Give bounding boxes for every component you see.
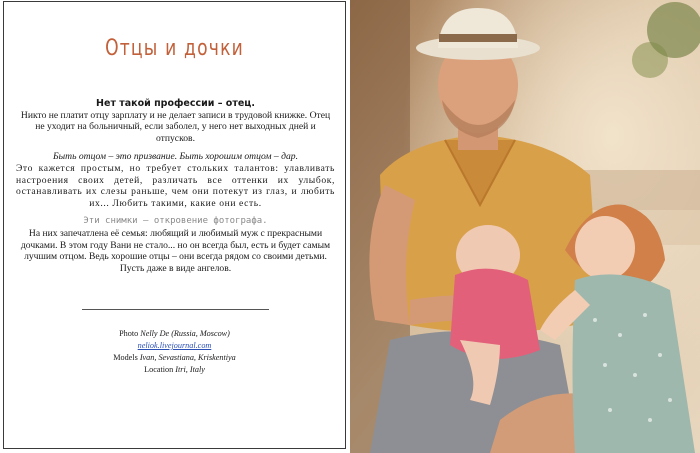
divider — [82, 309, 269, 310]
credit-location-label: Location — [144, 365, 174, 374]
credit-photo-value: Nelly De (Russia, Moscow) — [140, 329, 230, 338]
family-photo-illustration — [350, 0, 700, 453]
subheading: Эти снимки – откровение фотографа. — [83, 216, 268, 227]
article-title: Отцы и дочки — [105, 36, 244, 61]
credits — [4, 328, 345, 376]
article-body — [16, 98, 335, 274]
credit-photo-label: Photo — [119, 329, 139, 338]
closing-line: Пусть даже в виде ангелов. — [119, 262, 232, 274]
credit-location — [4, 364, 345, 376]
article-heading: Нет такой профессии – отец. — [96, 98, 255, 109]
credit-photo — [4, 328, 345, 340]
credit-location-value: Itri, Italy — [175, 365, 205, 374]
credit-models-label: Models — [113, 353, 138, 362]
credit-models — [4, 352, 345, 364]
paragraph-2: Это кажется простым, но требует стольких талантов: улавливать настроения своих детей, различать все оттенки их улыбок, останавливать их слезы раньше, чем они потекут из глаз, и любить их... Любить такими, какие они есть. — [16, 162, 335, 209]
quote: Быть отцом – это призвание. Быть хорошим отцом – дар. — [53, 151, 298, 163]
credit-models-value: Ivan, Sevastiana, Kriskentiya — [139, 353, 236, 362]
paragraph-3: На них запечатлена её семья: любящий и любимый муж с прекрасными дочками. В этом году Вани не стало... но он всегда был, есть и будет самым лучшим отцом. Ведь хорошие отцы – они всегда рядом со своими детьми. — [20, 227, 331, 263]
family-photo — [350, 0, 700, 453]
paragraph-1: Никто не платит отцу зарплату и не делает записи в трудовой книжке. Отец не уходит на больничный, если заболел, у него нет выходных дней и отпусков. — [20, 109, 331, 144]
article-page — [3, 1, 346, 449]
girl-face — [575, 216, 635, 280]
livejournal-link[interactable]: neliok.livejournal.com — [137, 341, 212, 350]
